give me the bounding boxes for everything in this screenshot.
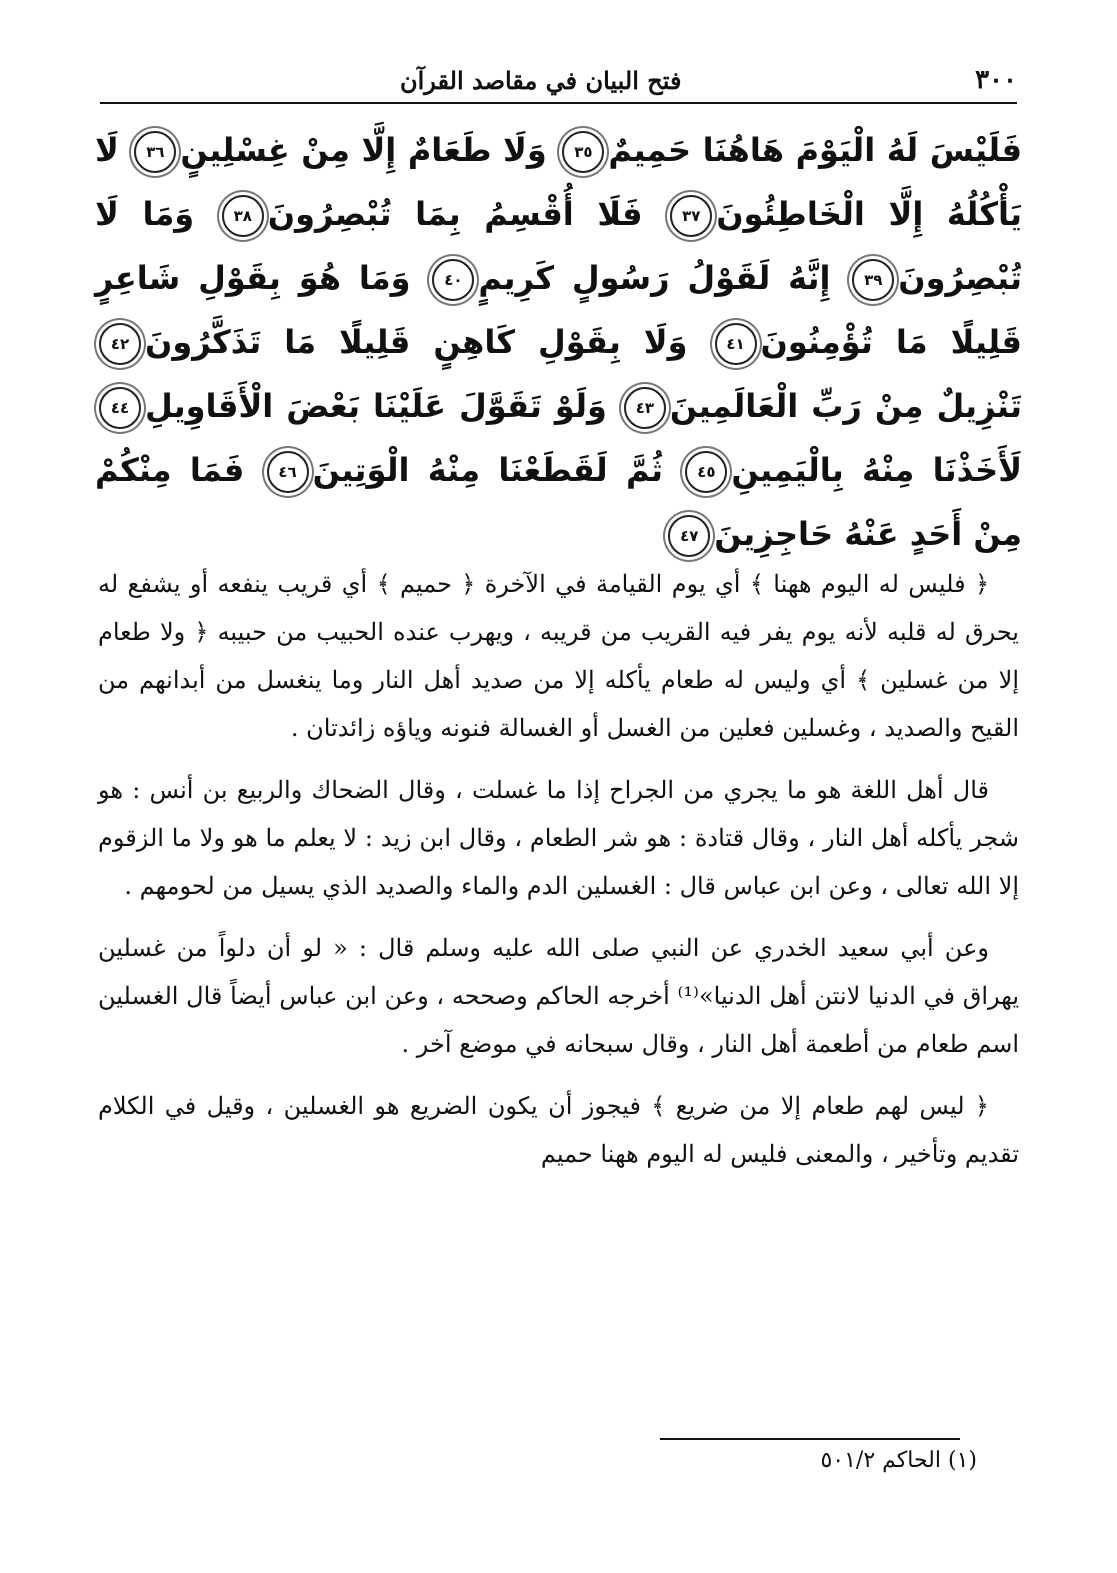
- verse-number-marker: ٣٧: [670, 195, 712, 237]
- verse-text: ثُمَّ لَقَطَعْنَا مِنْهُ الْوَتِينَ: [312, 451, 664, 489]
- verse: [620, 387, 1022, 425]
- verse: [95, 387, 607, 425]
- verse-text: فَلَيْسَ لَهُ الْيَوْمَ هَاهُنَا حَمِيمٌ: [608, 131, 1023, 169]
- footnote: (١) الحاكم ٥٠١/٢: [820, 1448, 977, 1473]
- verse: [263, 451, 664, 489]
- verse-number-marker: ٤٠: [432, 259, 474, 301]
- commentary-paragraph: قال أهل اللغة هو ما يجري من الجراح إذا ما غسلت ، وقال الضحاك والربيع بن أنس : هو شجر يأكله أهل النار ، وقال قتادة : هو شر الطعام ، وقال ابن زيد : لا يعلم ما هو ولا ما الزقوم إلا الله تعالى ، وعن ابن عباس قال : الغسلين الدم والماء والصديد الذي يسيل من لحومهم .: [98, 776, 1019, 900]
- verse-number-marker: ٤٢: [99, 323, 141, 365]
- verse-text: وَلَا بِقَوْلِ كَاهِنٍ قَلِيلًا مَا تَذَكَّرُونَ: [145, 323, 688, 361]
- verse-text: تَنْزِيلٌ مِنْ رَبِّ الْعَالَمِينَ: [669, 387, 1023, 425]
- verse-text: فَلَا أُقْسِمُ بِمَا تُبْصِرُونَ: [267, 195, 643, 233]
- verse-number-marker: ٤٧: [668, 515, 710, 557]
- verse-text: وَلَا طَعَامٌ إِلَّا مِنْ غِسْلِينٍ: [180, 131, 547, 169]
- verse-text: لَأَخَذْنَا مِنْهُ بِالْيَمِينِ: [731, 451, 1023, 489]
- book-title: فتح البيان في مقاصد القرآن: [400, 65, 682, 95]
- commentary-paragraph: ﴿ ليس لهم طعام إلا من ضريع ﴾ فيجوز أن يكون الضريع هو الغسلين ، وقيل في الكلام تقديم وتأخير ، والمعنى فليس له اليوم ههنا حميم: [98, 1092, 1019, 1168]
- commentary-body: [98, 560, 1019, 1192]
- verse: [95, 323, 688, 361]
- verse: [130, 131, 546, 169]
- quran-verses: [95, 118, 1022, 566]
- verse-text: إِنَّهُ لَقَوْلُ رَسُولٍ كَرِيمٍ: [478, 259, 831, 297]
- verse-number-marker: ٤٦: [267, 451, 309, 493]
- verse: [428, 259, 830, 297]
- commentary-paragraph: ﴿ فليس له اليوم ههنا ﴾ أي يوم القيامة في الآخرة ﴿ حميم ﴾ أي قريب ينفعه أو يشفع له يحرق له قلبه لأنه يوم يفر فيه القريب من قريبه ، ويهرب عنده الحبيب من حبيبه ﴿ ولا طعام إلا من غسلين ﴾ أي وليس له طعام يأكله إلا من صديد أهل النار وما ينغسل من أبدانهم من القيح والصديد ، وغسلين فعلين من الغسل أو الغسالة فنونه وياؤه زائدتان .: [98, 570, 1019, 742]
- verse-text: فَمَا مِنْكُمْ مِنْ أَحَدٍ عَنْهُ حَاجِزِينَ: [95, 451, 1022, 553]
- verse: [558, 131, 1022, 169]
- verse-number-marker: ٤١: [715, 323, 757, 365]
- verse-text: وَمَا هُوَ بِقَوْلِ شَاعِرٍ قَلِيلًا مَا تُؤْمِنُونَ: [95, 259, 1023, 361]
- verse-number-marker: ٣٥: [562, 131, 604, 173]
- verse-number-marker: ٣٨: [222, 195, 264, 237]
- verse-number-marker: ٣٦: [134, 131, 176, 173]
- verse-number-marker: ٤٥: [685, 451, 727, 493]
- verse-text: وَمَا لَا تُبْصِرُونَ: [95, 195, 1023, 297]
- footnote-divider: [660, 1438, 960, 1440]
- verse-number-marker: ٤٣: [624, 387, 666, 429]
- page-header: [100, 58, 1017, 104]
- verse: [681, 451, 1022, 489]
- verse: [218, 195, 643, 233]
- verse-text: لَا يَأْكُلُهُ إِلَّا الْخَاطِئُونَ: [95, 131, 1022, 233]
- commentary-paragraph: وعن أبي سعيد الخدري عن النبي صلى الله عليه وسلم قال : « لو أن دلواً من غسلين يهراق في الدنيا لانتن أهل الدنيا»⁽¹⁾ أخرجه الحاكم وصححه ، وعن ابن عباس أيضاً قال الغسلين اسم طعام من أطعمة أهل النار ، وقال سبحانه في موضع آخر .: [98, 934, 1019, 1058]
- page-number: ٣٠٠: [975, 65, 1017, 95]
- verse-number-marker: ٤٤: [99, 387, 141, 429]
- verse-text: وَلَوْ تَقَوَّلَ عَلَيْنَا بَعْضَ الْأَقَاوِيلِ: [145, 387, 607, 425]
- verse-number-marker: ٣٩: [852, 259, 894, 301]
